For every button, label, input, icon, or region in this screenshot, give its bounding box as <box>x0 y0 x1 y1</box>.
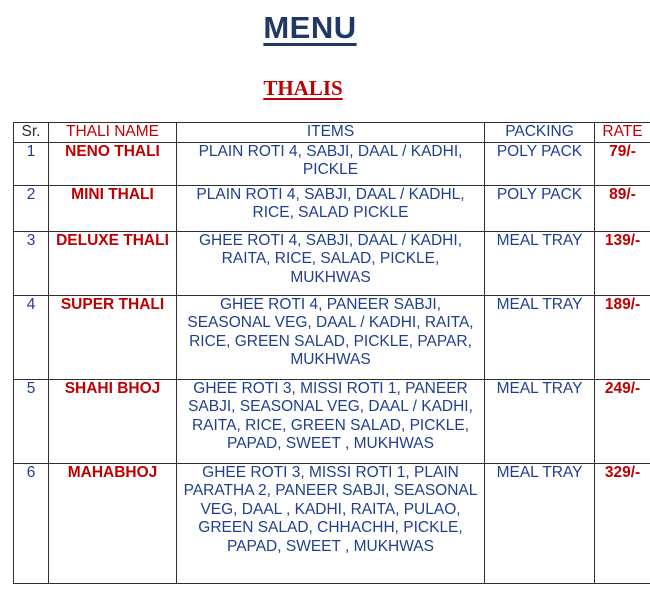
row-thali-name: SHAHI BHOJ <box>49 379 177 463</box>
row-sr: 1 <box>14 142 49 185</box>
row-thali-name: MINI THALI <box>49 185 177 231</box>
table-row <box>14 231 650 295</box>
row-packing: MEAL TRAY <box>485 231 595 295</box>
row-items: GHEE ROTI 4, SABJI, DAAL / KADHI, RAITA, RICE, SALAD, PICKLE, MUKHWAS <box>177 231 485 295</box>
row-rate: 249/- <box>595 379 650 463</box>
row-sr: 5 <box>14 379 49 463</box>
row-sr: 2 <box>14 185 49 231</box>
row-rate: 89/- <box>595 185 650 231</box>
column-header-rate: RATE <box>595 123 650 143</box>
row-items: GHEE ROTI 3, MISSI ROTI 1, PLAIN PARATHA 2, PANEER SABJI, SEASONAL VEG, DAAL , KADHI, RAITA, PULAO, GREEN SALAD, CHHACHH, PICKLE, PAPAD, SWEET , MUKHWAS <box>177 463 485 583</box>
column-header-thali-name: THALI NAME <box>49 123 177 143</box>
row-rate: 329/- <box>595 463 650 583</box>
row-items: GHEE ROTI 3, MISSI ROTI 1, PANEER SABJI, SEASONAL VEG, DAAL / KADHI, RAITA, RICE, GREEN SALAD, PICKLE, PAPAD, SWEET , MUKHWAS <box>177 379 485 463</box>
row-sr: 6 <box>14 463 49 583</box>
thali-menu-table <box>13 122 650 584</box>
row-packing: POLY PACK <box>485 142 595 185</box>
row-items: PLAIN ROTI 4, SABJI, DAAL / KADHI, PICKLE <box>177 142 485 185</box>
column-header-sr: Sr. <box>14 123 49 143</box>
page-title: MENU <box>263 10 357 45</box>
row-items: GHEE ROTI 4, PANEER SABJI, SEASONAL VEG, DAAL / KADHI, RAITA, RICE, GREEN SALAD, PICKLE, PAPAR, MUKHWAS <box>177 295 485 379</box>
row-packing: MEAL TRAY <box>485 463 595 583</box>
row-rate: 79/- <box>595 142 650 185</box>
row-items: PLAIN ROTI 4, SABJI, DAAL / KADHL, RICE, SALAD PICKLE <box>177 185 485 231</box>
row-packing: POLY PACK <box>485 185 595 231</box>
row-thali-name: NENO THALI <box>49 142 177 185</box>
row-thali-name: MAHABHOJ <box>49 463 177 583</box>
table-header-row <box>14 123 650 143</box>
row-thali-name: DELUXE THALI <box>49 231 177 295</box>
table-row <box>14 295 650 379</box>
row-packing: MEAL TRAY <box>485 379 595 463</box>
table-row <box>14 185 650 231</box>
table-row <box>14 463 650 583</box>
row-sr: 4 <box>14 295 49 379</box>
column-header-packing: PACKING <box>485 123 595 143</box>
row-packing: MEAL TRAY <box>485 295 595 379</box>
row-rate: 189/- <box>595 295 650 379</box>
table-row <box>14 379 650 463</box>
column-header-items: ITEMS <box>177 123 485 143</box>
row-thali-name: SUPER THALI <box>49 295 177 379</box>
table-row <box>14 142 650 185</box>
row-sr: 3 <box>14 231 49 295</box>
row-rate: 139/- <box>595 231 650 295</box>
section-title: THALIS <box>263 76 343 100</box>
